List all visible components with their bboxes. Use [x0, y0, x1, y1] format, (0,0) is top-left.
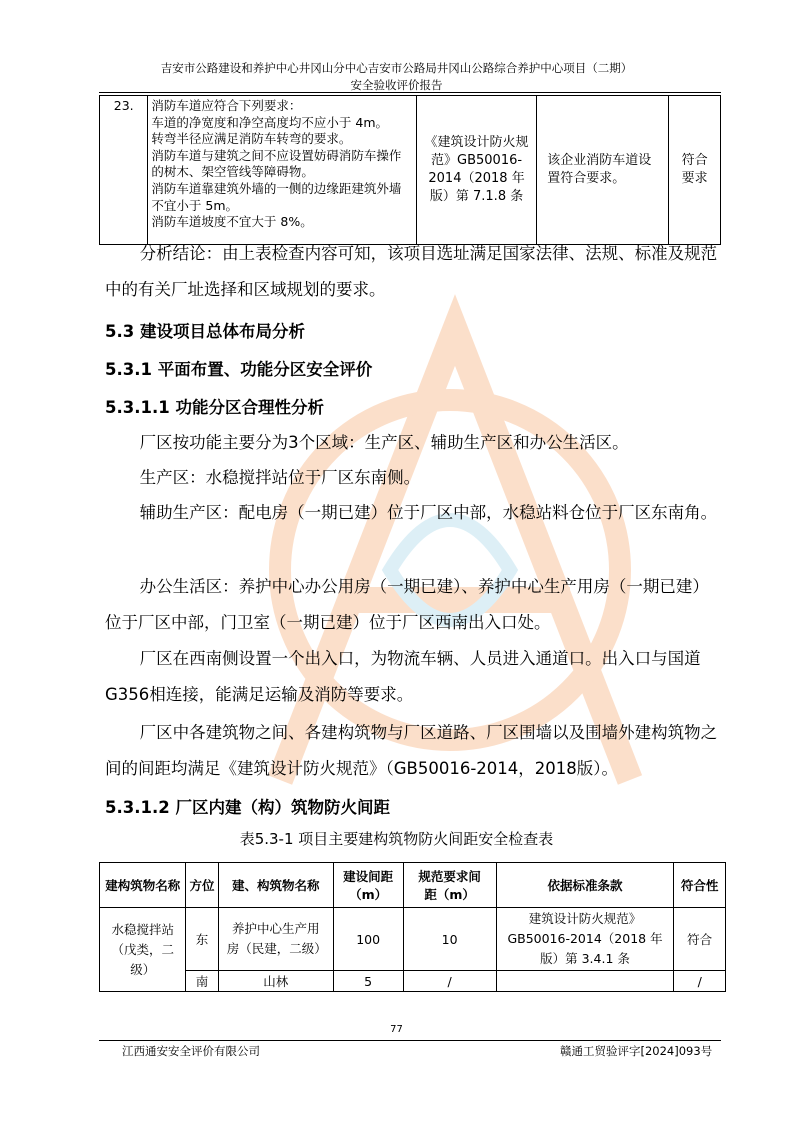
fire-spacing-table — [99, 862, 726, 992]
column-header: 符合性 — [674, 863, 726, 908]
table-row — [100, 96, 721, 245]
paragraph: 厂区中各建筑物之间、各建构筑物与厂区道路、厂区围墙以及围墙外建构筑物之间的间距均满足《建筑设计防火规范》（GB50016-2014，2018版）。 — [105, 723, 718, 778]
source-building-cell: 水稳搅拌站（戊类，二级） — [100, 908, 186, 992]
target-building-cell: 山林 — [218, 971, 333, 992]
basis-cell: 建筑设计防火规范》GB50016-2014（2018 年版）第 3.4.1 条 — [496, 908, 674, 971]
table-caption: 表5.3-1 项目主要建构筑物防火间距安全检查表 — [239, 830, 554, 848]
conclusion-cell: 符合要求 — [669, 96, 721, 245]
table-row — [100, 971, 726, 992]
paragraph: 生产区：水稳搅拌站位于厂区东南侧。 — [139, 468, 421, 487]
report-header-subtitle: 安全验收评价报告 — [350, 78, 443, 92]
safety-check-table — [99, 95, 721, 245]
paragraph: 厂区在西南侧设置一个出入口，为物流车辆、人员进入通道口。出入口与国道G356相连接，能满足运输及消防等要求。 — [105, 649, 701, 704]
basis-cell — [496, 971, 674, 992]
paragraph: 办公生活区：养护中心办公用房（一期已建）、养护中心生产用房（一期已建）位于厂区中部，门卫室（一期已建）位于厂区西南出入口处。 — [105, 577, 709, 632]
column-header: 建构筑物名称 — [100, 863, 186, 908]
requirement-cell — [148, 96, 416, 245]
result-cell: / — [674, 971, 726, 992]
requirement-line: 消防车道坡度不宜大于 8%。 — [151, 214, 313, 230]
requirement-line: 不宜小于 5m。 — [151, 197, 239, 213]
paragraph: 辅助生产区：配电房（一期已建）位于厂区中部，水稳站料仓位于厂区东南角。 — [139, 503, 718, 522]
section-heading-5-3-1-1: 5.3.1.1 功能分区合理性分析 — [105, 398, 324, 417]
section-heading-5-3: 5.3 建设项目总体布局分析 — [105, 322, 305, 341]
section-heading-5-3-1-2: 5.3.1.2 厂区内建（构）筑物防火间距 — [105, 798, 390, 817]
required-distance-cell: 10 — [403, 908, 496, 971]
result-cell: 符合 — [674, 908, 726, 971]
table-row — [100, 908, 726, 971]
requirement-line: 转弯半径应满足消防车转弯的要求。 — [151, 131, 352, 147]
column-header: 规范要求间距（m） — [403, 863, 496, 908]
analysis-conclusion: 分析结论：由上表检查内容可知，该项目选址满足国家法律、法规、标准及规范中的有关厂址选择和区域规划的要求。 — [105, 244, 718, 299]
row-number: 23. — [100, 96, 148, 245]
actual-distance-cell: 5 — [333, 971, 403, 992]
requirement-line: 消防车道靠建筑外墙的一侧的边缘距建筑外墙 — [151, 180, 402, 196]
requirement-line: 消防车道应符合下列要求： — [151, 98, 302, 113]
footer-divider — [99, 1040, 721, 1041]
direction-cell: 南 — [186, 971, 218, 992]
footer-company: 江西通安安全评价有限公司 — [122, 1044, 260, 1058]
section-heading-5-3-1: 5.3.1 平面布置、功能分区安全评价 — [105, 360, 373, 379]
report-header-title: 吉安市公路建设和养护中心井冈山分中心吉安市公路局井冈山公路综合养护中心项目（二期） — [160, 61, 633, 75]
requirement-line: 车道的净宽度和净空高度均不应小于 4m。 — [151, 114, 389, 130]
required-distance-cell: / — [403, 971, 496, 992]
requirement-line: 消防车道与建筑之间不应设置妨碍消防车操作 — [151, 147, 402, 163]
page-number: 77 — [390, 1024, 403, 1035]
column-header: 建设间距（m） — [333, 863, 403, 908]
basis-cell: 《建筑设计防火规范》GB50016-2014（2018 年版）第 7.1.8 条 — [416, 96, 537, 245]
requirement-line: 的树木、架空管线等障碍物。 — [151, 164, 314, 180]
target-building-cell: 养护中心生产用房（民建，二级） — [218, 908, 333, 971]
header-divider — [99, 92, 721, 93]
direction-cell: 东 — [186, 908, 218, 971]
column-header: 方位 — [186, 863, 218, 908]
actual-distance-cell: 100 — [333, 908, 403, 971]
column-header: 依据标准条款 — [496, 863, 674, 908]
finding-cell: 该企业消防车道设置符合要求。 — [537, 96, 669, 245]
column-header: 建、构筑物名称 — [218, 863, 333, 908]
footer-report-number: 赣通工贸验评字[2024]093号 — [560, 1044, 713, 1058]
paragraph: 厂区按功能主要分为3个区域：生产区、辅助生产区和办公生活区。 — [139, 433, 629, 452]
table-header-row — [100, 863, 726, 908]
